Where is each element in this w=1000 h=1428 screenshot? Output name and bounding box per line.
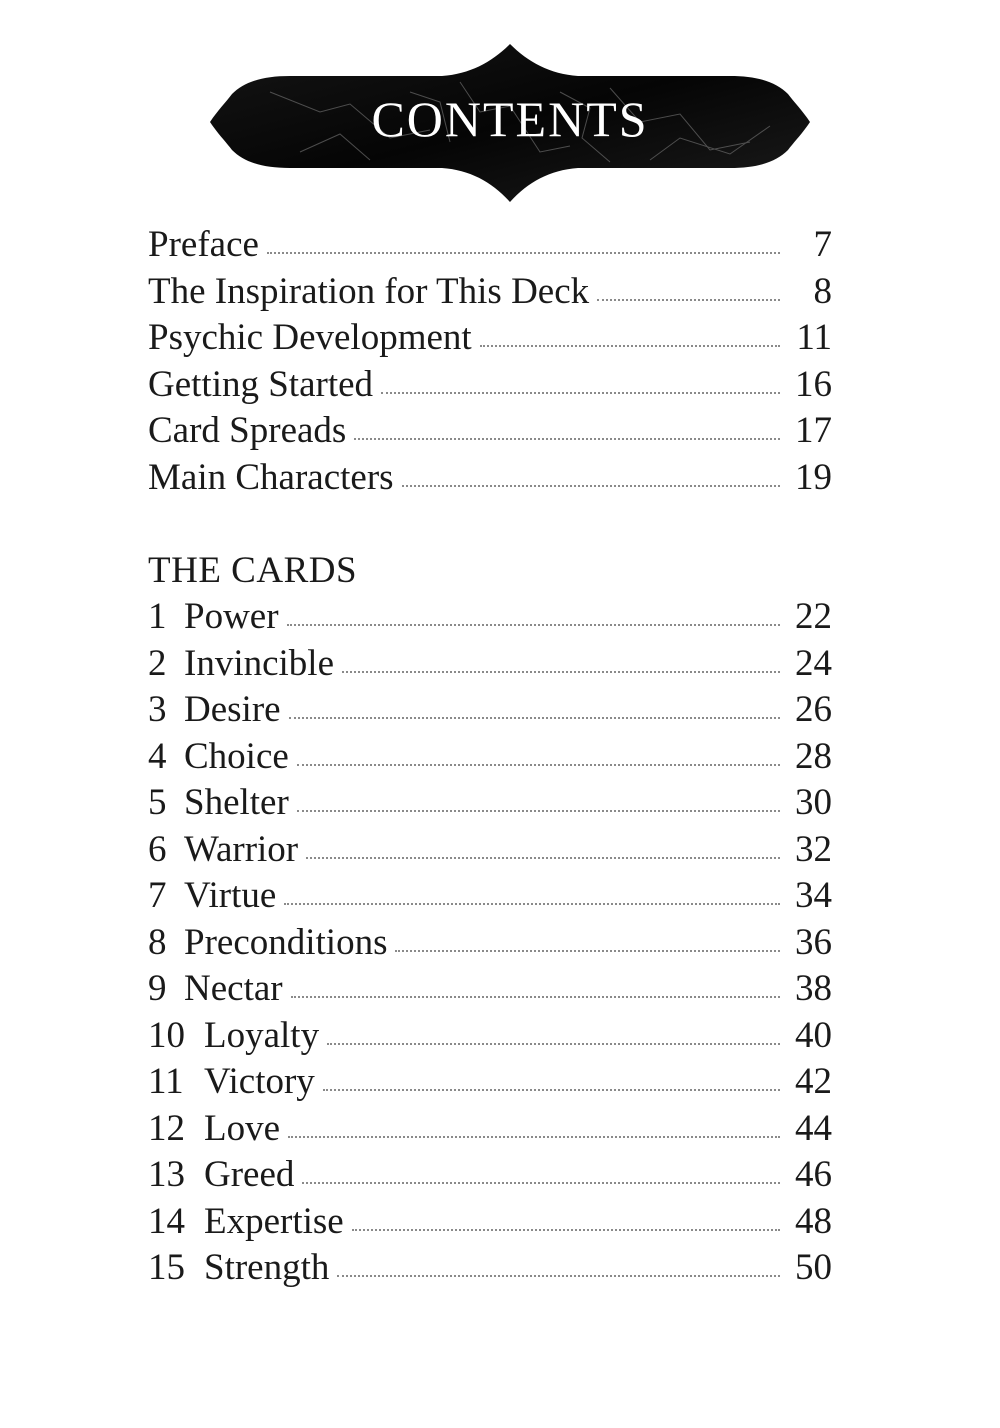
card-entry[interactable] bbox=[148, 734, 832, 781]
card-number: 4 bbox=[148, 735, 167, 777]
toc-entry-psychic-development[interactable] bbox=[148, 315, 832, 362]
card-title: Shelter bbox=[184, 782, 289, 823]
dot-leader bbox=[327, 1033, 780, 1045]
card-entry[interactable] bbox=[148, 966, 832, 1013]
card-title: Loyalty bbox=[204, 1014, 320, 1056]
card-page: 42 bbox=[795, 1061, 832, 1102]
toc-entry-page: 7 bbox=[813, 224, 832, 265]
dot-leader bbox=[306, 847, 780, 859]
card-page: 24 bbox=[795, 642, 832, 684]
card-number: 9 bbox=[148, 968, 167, 1009]
card-page: 50 bbox=[795, 1247, 832, 1288]
dot-leader bbox=[395, 940, 780, 952]
card-number: 11 bbox=[148, 1061, 184, 1102]
card-page: 32 bbox=[795, 828, 832, 870]
card-number: 7 bbox=[148, 875, 167, 916]
toc-entry-label: Main Characters bbox=[148, 456, 394, 498]
toc-entry-card-spreads[interactable] bbox=[148, 408, 832, 455]
card-entry[interactable] bbox=[148, 1152, 832, 1199]
card-entry[interactable] bbox=[148, 1106, 832, 1153]
toc-entry-page: 16 bbox=[795, 363, 832, 405]
card-title: Desire bbox=[184, 689, 281, 730]
card-page: 28 bbox=[795, 735, 832, 777]
card-entry[interactable] bbox=[148, 873, 832, 920]
card-number: 6 bbox=[148, 828, 167, 870]
card-number: 12 bbox=[148, 1107, 185, 1149]
card-entry[interactable] bbox=[148, 687, 832, 734]
dot-leader bbox=[302, 1172, 780, 1184]
card-number: 14 bbox=[148, 1200, 185, 1242]
card-entry[interactable] bbox=[148, 1199, 832, 1246]
dot-leader bbox=[352, 1219, 780, 1231]
dot-leader bbox=[297, 800, 780, 812]
card-page: 36 bbox=[795, 921, 832, 963]
toc-entry-inspiration[interactable] bbox=[148, 269, 832, 316]
dot-leader bbox=[337, 1265, 780, 1277]
dot-leader bbox=[291, 986, 780, 998]
dot-leader bbox=[354, 428, 780, 440]
card-number: 10 bbox=[148, 1014, 185, 1056]
card-page: 38 bbox=[795, 968, 832, 1009]
card-title: Expertise bbox=[204, 1200, 344, 1242]
toc-entry-page: 17 bbox=[795, 410, 832, 451]
card-number: 3 bbox=[148, 689, 167, 730]
toc-entry-label: The Inspiration for This Deck bbox=[148, 270, 590, 312]
card-title: Invincible bbox=[184, 642, 335, 684]
dot-leader bbox=[288, 1126, 780, 1138]
dot-leader bbox=[323, 1079, 780, 1091]
toc-entry-page: 19 bbox=[795, 456, 832, 498]
toc-entry-preface[interactable] bbox=[148, 222, 832, 269]
card-number: 2 bbox=[148, 642, 167, 684]
card-title: Warrior bbox=[184, 828, 299, 870]
dot-leader bbox=[597, 289, 780, 301]
card-number: 15 bbox=[148, 1247, 185, 1288]
card-title: Choice bbox=[184, 735, 289, 777]
card-page: 40 bbox=[795, 1014, 832, 1056]
card-entry[interactable] bbox=[148, 780, 832, 827]
toc-entry-label: Card Spreads bbox=[148, 410, 347, 451]
card-page: 46 bbox=[795, 1154, 832, 1195]
dot-leader bbox=[297, 754, 780, 766]
card-title: Nectar bbox=[184, 968, 283, 1009]
card-entry[interactable] bbox=[148, 827, 832, 874]
dot-leader bbox=[342, 661, 780, 673]
toc-entry-getting-started[interactable] bbox=[148, 362, 832, 409]
card-entry[interactable] bbox=[148, 641, 832, 688]
contents-banner bbox=[210, 42, 810, 204]
card-entry[interactable] bbox=[148, 594, 832, 641]
card-title: Victory bbox=[204, 1061, 315, 1102]
page-title: CONTENTS bbox=[371, 91, 649, 147]
front-matter-list bbox=[148, 222, 832, 501]
card-title: Greed bbox=[204, 1154, 295, 1195]
card-entry[interactable] bbox=[148, 1013, 832, 1060]
toc-entry-label: Psychic Development bbox=[148, 317, 472, 358]
dot-leader bbox=[402, 475, 780, 487]
toc-entry-main-characters[interactable] bbox=[148, 455, 832, 502]
card-title: Strength bbox=[204, 1247, 330, 1288]
card-page: 30 bbox=[795, 782, 832, 823]
dot-leader bbox=[287, 614, 780, 626]
toc-entry-page: 11 bbox=[796, 317, 832, 358]
toc-entry-label: Preface bbox=[148, 224, 259, 265]
card-number: 8 bbox=[148, 921, 167, 963]
card-title: Love bbox=[204, 1107, 281, 1149]
card-number: 13 bbox=[148, 1154, 185, 1195]
card-page: 26 bbox=[795, 689, 832, 730]
dot-leader bbox=[284, 893, 780, 905]
toc-entry-page: 8 bbox=[813, 270, 832, 312]
dot-leader bbox=[267, 242, 780, 254]
card-page: 34 bbox=[795, 875, 832, 916]
section-heading-the-cards: THE CARDS bbox=[148, 550, 358, 591]
card-entry[interactable] bbox=[148, 1059, 832, 1106]
dot-leader bbox=[480, 335, 780, 347]
card-entry[interactable] bbox=[148, 1245, 832, 1292]
card-entry[interactable] bbox=[148, 920, 832, 967]
toc-entry-label: Getting Started bbox=[148, 363, 374, 405]
card-title: Virtue bbox=[184, 875, 277, 916]
card-number: 5 bbox=[148, 782, 167, 823]
card-title: Power bbox=[184, 596, 279, 637]
dot-leader bbox=[289, 707, 780, 719]
card-title: Preconditions bbox=[184, 921, 388, 963]
card-number: 1 bbox=[148, 596, 167, 637]
cards-list bbox=[148, 548, 832, 1292]
dot-leader bbox=[381, 382, 780, 394]
card-page: 22 bbox=[795, 596, 832, 637]
card-page: 48 bbox=[795, 1200, 832, 1242]
card-page: 44 bbox=[795, 1107, 832, 1149]
